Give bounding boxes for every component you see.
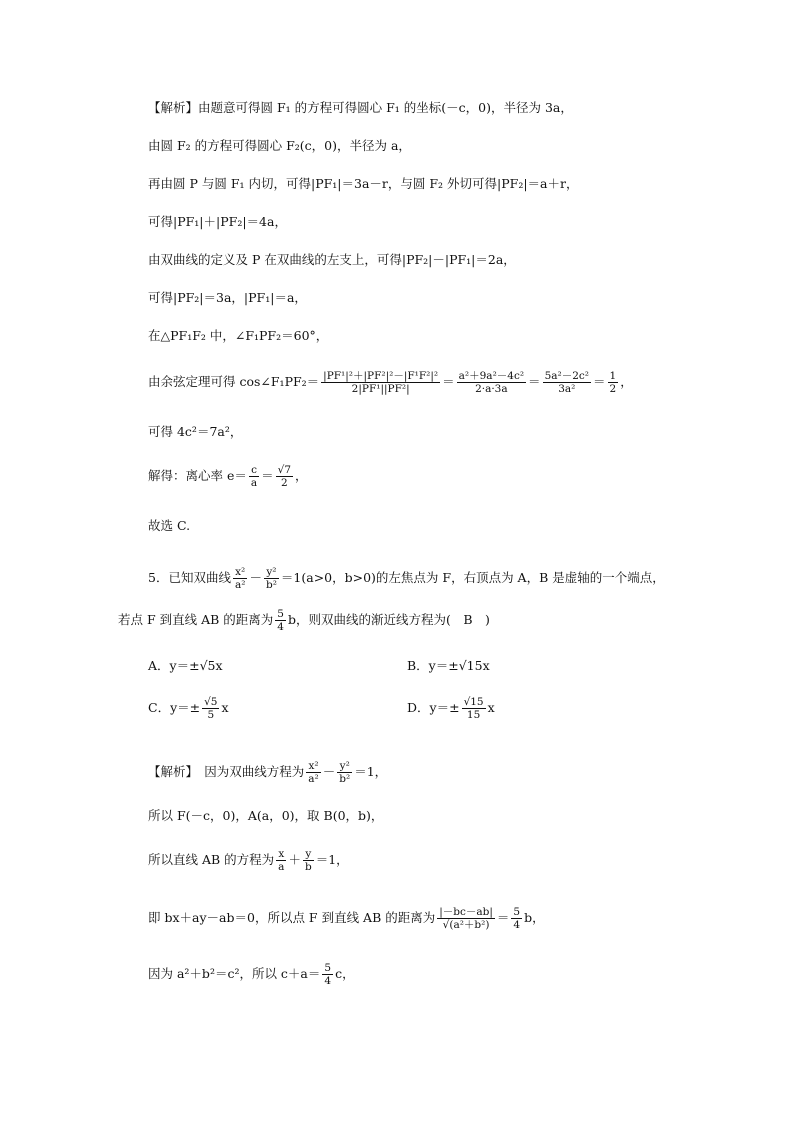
hyperbola-fraction-y: $\frac{\text{y²}}{\text{b²}}$ [265, 566, 277, 591]
solution1-line5: 由双曲线的定义及 P 在双曲线的左支上，可得|PF₂|－|PF₁|＝2a， [148, 252, 516, 267]
distance-fraction: $\frac{5}{4}$ [277, 608, 284, 633]
solution1-line2: 由圆 F₂ 的方程可得圆心 F₂(c，0)，半径为 a， [148, 138, 411, 153]
option-c: C．y＝± $\frac{√5}{5}$ x [148, 696, 229, 721]
solution1-line8-cosine: 由余弦定理可得 cos∠F₁PF₂＝ $\frac{\text{|PF¹|²＋|PF²|²－|F¹F²|²}}{\text{2|PF¹||PF²|}}$ ＝ $\frac{\text{a²＋9a²－4c²}}{2\cdot a\cdot 3a}$ ＝ $\frac{\text{5a²－2c²}}{\text{3a²}}$ ＝ $\frac{1}{2}$ ， [148, 370, 633, 395]
solution1-line6: 可得|PF₂|＝3a，|PF₁|＝a， [148, 290, 307, 305]
solution1-line10-eccentricity: 解得：离心率 e＝ $\frac{c}{a}$ ＝ $\frac{√7}{2}$ ， [148, 464, 308, 489]
solution1-line3: 再由圆 P 与圆 F₁ 内切，可得|PF₁|＝3a－r，与圆 F₂ 外切可得|PF₂|＝a＋r， [148, 176, 579, 191]
solution2-line3: 所以直线 AB 的方程为 $\frac{x}{a}$ ＋ $\frac{y}{b}$ ＝1， [148, 848, 349, 873]
cosine-fraction-1: $\frac{\text{|PF¹|²＋|PF²|²－|F¹F²|²}}{\text{2|PF¹||PF²|}}$ [323, 370, 439, 395]
option-d: D．y＝± $\frac{√15}{15}$ x [407, 696, 495, 721]
solution1-line4: 可得|PF₁|＋|PF₂|＝4a， [148, 214, 287, 229]
question5-line1: 5．已知双曲线 $\frac{\text{x²}}{\text{a²}}$ － $\frac{\text{y²}}{\text{b²}}$ ＝1(a>0，b>0)的左焦点为 F，右顶点为 A，B 是虚轴的一个端点， [148, 566, 665, 591]
solution1-line11-answer: 故选 C. [148, 518, 191, 533]
solution2-line2: 所以 F(－c，0)，A(a，0)，取 B(0，b)， [148, 808, 384, 823]
solution1-line7: 在△PF₁F₂ 中，∠F₁PF₂＝60°， [148, 328, 329, 343]
option-a: A．y＝±√5x [148, 658, 223, 673]
solution2-line4: 即 bx＋ay－ab＝0，所以点 F 到直线 AB 的距离为 $\frac{|-bc-ab|}{\text{√(a²＋b²)}}$ ＝ $\frac{5}{4}$ b， [148, 906, 545, 931]
solution-label: 【解析】 [148, 100, 199, 115]
cosine-fraction-2: $\frac{\text{a²＋9a²－4c²}}{2\cdot a\cdot 3a}$ [458, 370, 525, 395]
question5-line2: 若点 F 到直线 AB 的距离为 $\frac{5}{4}$ b，则双曲线的渐近线方程为( B ) [118, 608, 490, 633]
eccentricity-fraction-1: $\frac{c}{a}$ [250, 464, 258, 489]
eccentricity-fraction-2: $\frac{√7}{2}$ [277, 464, 292, 489]
option-b: B．y＝±√15x [407, 658, 490, 673]
solution1-line1: 【解析】由题意可得圆 F₁ 的方程可得圆心 F₁ 的坐标(－c，0)，半径为 3a， [148, 100, 573, 115]
solution2-line1: 【解析】 因为双曲线方程为 $\frac{\text{x²}}{\text{a²}}$ － $\frac{\text{y²}}{\text{b²}}$ ＝1， [148, 760, 388, 785]
solution2-line5: 因为 a²＋b²＝c²，所以 c＋a＝ $\frac{5}{4}$ c， [148, 962, 355, 987]
cosine-fraction-4: $\frac{1}{2}$ [609, 370, 617, 395]
hyperbola-fraction-x: $\frac{\text{x²}}{\text{a²}}$ [234, 566, 246, 591]
cosine-fraction-3: $\frac{\text{5a²－2c²}}{\text{3a²}}$ [544, 370, 589, 395]
solution1-line9: 可得 4c²＝7a²， [148, 424, 243, 439]
